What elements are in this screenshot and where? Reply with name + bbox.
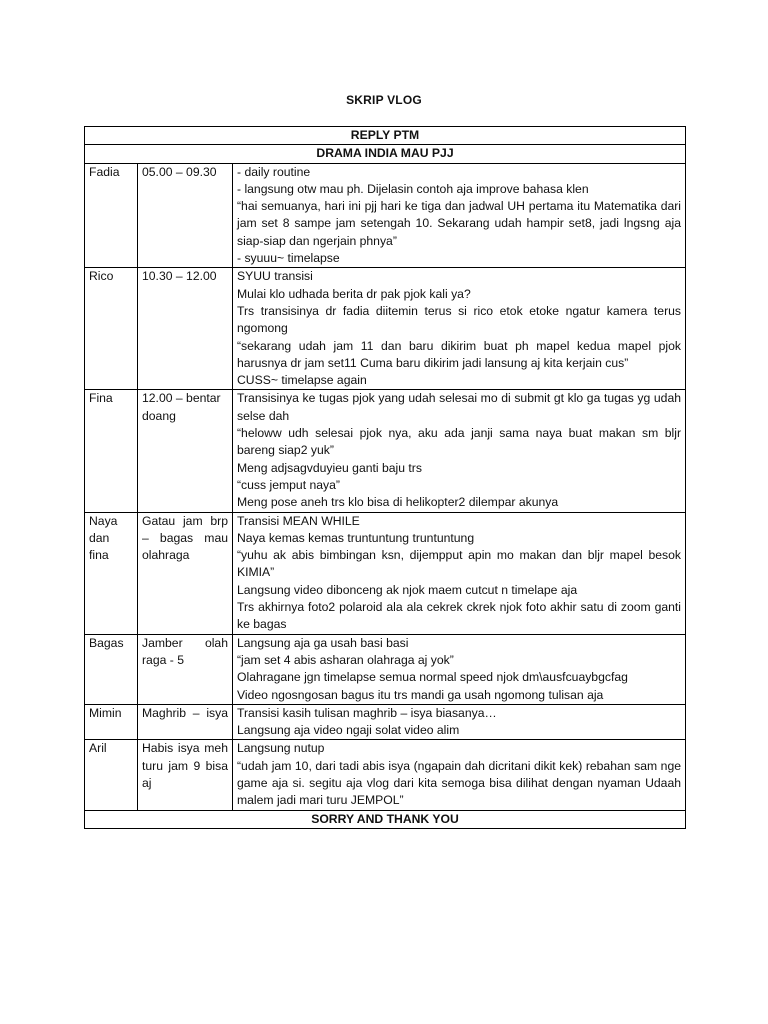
description-line: Meng adjsagvduyieu ganti baju trs [237,460,422,475]
time-text: 10.30 – 12.00 [142,269,217,284]
header-drama-india: DRAMA INDIA MAU PJJ [85,145,686,163]
header-reply-ptm: REPLY PTM [85,127,686,145]
time-cell [138,740,233,810]
person-name: Fadia [89,164,120,179]
description-line: Olahragane jgn timelapse semua normal speed njok dm\ausfcuaybgcfag [237,670,628,685]
table-row [85,634,686,704]
time-text: Maghrib – isya [142,705,228,720]
description-line: - daily routine [237,164,311,179]
footer-row [85,810,686,828]
table-row [85,704,686,740]
description-cell [233,634,686,704]
time-text: 05.00 – 09.30 [142,164,217,179]
script-table [84,126,686,829]
person-name: Bagas [89,635,124,650]
person-name: Fina [89,391,113,406]
table-row [85,512,686,634]
description-line: Trs transisinya dr fadia diitemin terus si rico etok etoke ngatur kamera terus ngomong [237,303,682,336]
time-cell [138,390,233,512]
description-line: Video ngosngosan bagus itu trs mandi ga usah ngomong tulisan aja [237,687,604,702]
table-row [85,390,686,512]
time-cell [138,268,233,390]
description-line: “cuss jemput naya” [237,477,340,492]
person-cell [85,268,138,390]
person-cell [85,163,138,268]
description-line: “heloww udh selesai pjok nya, aku ada janji sama naya buat makan sm bljr bareng siap2 yuk” [237,426,682,458]
description-line: Transisi kasih tulisan maghrib – isya biasanya… [237,705,497,720]
description-line: “hai semuanya, hari ini pjj hari ke tiga dan jadwal UH pertama itu Matematika dari jam set 8 sampe jam setengah 10. Sekarang udah hampir set8, jadi lngsng aja siap-siap dan ngerjain phnya” [237,199,682,248]
description-line: Transisi MEAN WHILE [237,513,360,528]
time-cell [138,704,233,740]
time-text: 12.00 – bentar doang [142,391,221,423]
description-line: Trs akhirnya foto2 polaroid ala ala cekrek ckrek njok foto akhir satu di zoom ganti ke bagas [237,600,682,632]
description-cell [233,704,686,740]
time-text: Habis isya meh turu jam 9 bisa aj [142,741,228,790]
description-line: “yuhu ak abis bimbingan ksn, dijempput apin mo makan dan bljr mapel besok KIMIA” [237,548,682,580]
description-cell [233,512,686,634]
person-cell [85,740,138,810]
footer-sorry-thank-you: SORRY AND THANK YOU [85,810,686,828]
description-line: “udah jam 10, dari tadi abis isya (ngapain dah dicritani dikit kek) rebahan sam nge game aja si. segitu aja vlog dari kita semoga bisa dilihat dengan nyaman Udaah malem jadi mari turu JEMPOL” [237,758,682,808]
description-cell [233,390,686,512]
time-cell [138,634,233,704]
header-row-reply [85,127,686,145]
person-name: Aril [89,741,107,756]
description-line: “jam set 4 abis asharan olahraga aj yok” [237,652,454,667]
person-name: dan [89,530,110,545]
table-row [85,163,686,268]
person-name: Naya [89,513,118,528]
description-line: Langsung aja video ngaji solat video alim [237,723,460,738]
description-line: Mulai klo udhada berita dr pak pjok kali ya? [237,286,471,301]
time-text: Gatau jam brp – bagas mau olahraga [142,513,228,563]
description-line: Langsung video dibonceng ak njok maem cutcut n timelape aja [237,582,578,597]
time-cell [138,163,233,268]
description-cell [233,740,686,810]
description-line: Naya kemas kemas truntuntung truntuntung [237,530,475,545]
table-row [85,740,686,810]
person-cell [85,390,138,512]
header-row-drama [85,145,686,163]
person-cell [85,512,138,634]
description-cell [233,163,686,268]
person-name: Mimin [89,705,122,720]
description-line: CUSS~ timelapse again [237,373,367,388]
person-name: Rico [89,269,114,284]
person-name: fina [89,548,109,563]
description-line: - langsung otw mau ph. Dijelasin contoh aja improve bahasa klen [237,181,589,196]
time-text: Jamber olah raga - 5 [142,635,228,667]
description-line: SYUU transisi [237,269,313,284]
description-line: Langsung nutup [237,741,325,756]
table-row [85,268,686,390]
description-line: “sekarang udah jam 11 dan baru dikirim buat ph mapel kedua mapel pjok harusnya dr jam set11 Cuma baru dikirim jadi lansung aj kita kerjain cus” [237,338,682,370]
description-line: - syuuu~ timelapse [237,251,340,266]
person-cell [85,704,138,740]
description-line: Langsung aja ga usah basi basi [237,635,409,650]
document-title: SKRIP VLOG [346,93,422,107]
time-cell [138,512,233,634]
description-line: Transisinya ke tugas pjok yang udah selesai mo di submit gt klo ga tugas yg udah selse dah [237,391,682,423]
person-cell [85,634,138,704]
description-line: Meng pose aneh trs klo bisa di helikopter2 dilempar akunya [237,495,559,510]
description-cell [233,268,686,390]
